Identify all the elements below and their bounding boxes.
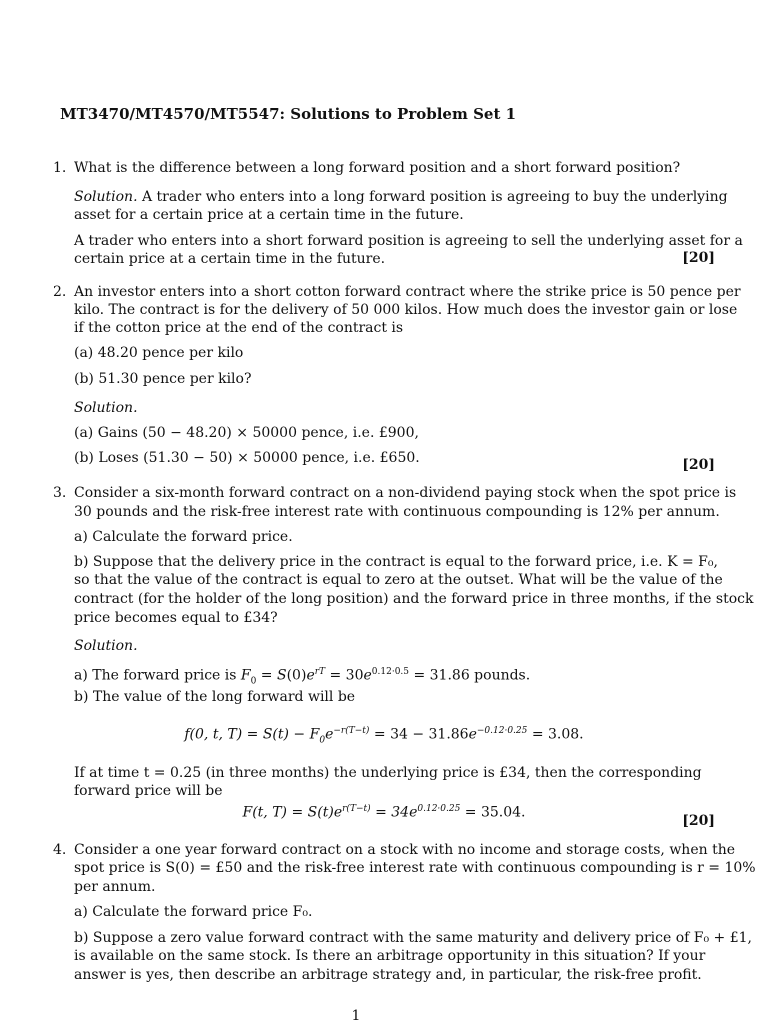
question-2-marks: [20] — [682, 457, 715, 473]
question-3-part-b: contract (for the holder of the long position) and the forward price in three months, if the stock — [74, 591, 754, 607]
question-4-part-b: is available on the same stock. Is there an arbitrage opportunity in this situation? If your — [74, 948, 706, 964]
question-3-number: 3. — [53, 485, 67, 501]
document-title: MT3470/MT4570/MT5547: Solutions to Problem Set 1 — [60, 105, 517, 123]
question-2-solution-b: (b) Loses (51.30 − 50) × 50000 pence, i.e. £650. — [74, 450, 420, 466]
question-4-text: per annum. — [74, 879, 156, 895]
question-2-option-a: (a) 48.20 pence per kilo — [74, 345, 244, 361]
solution-label: Solution. — [74, 638, 138, 654]
question-4-number: 4. — [53, 842, 67, 858]
question-3-part-b: so that the value of the contract is equal to zero at the outset. What will be the value of the — [74, 572, 723, 588]
question-3-text: Consider a six-month forward contract on a non-dividend paying stock when the spot price is — [74, 485, 737, 501]
question-3-solution-text: forward price will be — [74, 783, 223, 799]
question-2-number: 2. — [53, 284, 67, 300]
question-2-solution-a: (a) Gains (50 − 48.20) × 50000 pence, i.e. £900, — [74, 425, 419, 441]
question-3-solution-b: b) The value of the long forward will be — [74, 689, 356, 705]
question-3-solution-a: a) The forward price is $F_0 = S(0)e^{rT} = 30e^{0.12\cdot 0.5} = 31.86$ pounds. — [74, 667, 531, 687]
question-2-option-b: (b) 51.30 pence per kilo? — [74, 371, 252, 387]
question-1-solution-text: A trader who enters into a short forward position is agreeing to sell the underlying asset for a — [74, 233, 743, 249]
equation-long-forward-value: f(0, t, $T) = S(t) - F_0e^{-r(T-t)} = 34 - 31.86e^{-0.12\cdot 0.25} = 3.08$. — [184, 726, 584, 746]
question-1-solution-text: certain price at a certain time in the future. — [74, 251, 386, 267]
equation-forward-price: F(t, $T) = S(t)e^{r(T-t)} = 34e^{0.12\cdot 0.25} = 35.04$. — [242, 804, 526, 821]
question-3-text: 30 pounds and the risk-free interest rate with continuous compounding is 12% per annum. — [74, 504, 720, 520]
question-1-marks: [20] — [682, 250, 715, 266]
question-3-marks: [20] — [682, 813, 715, 829]
question-3-part-a: a) Calculate the forward price. — [74, 529, 293, 545]
question-4-part-a: a) Calculate the forward price F₀. — [74, 904, 313, 920]
question-3-part-b: price becomes equal to £34? — [74, 610, 278, 626]
question-4-part-b: answer is yes, then describe an arbitrage strategy and, in particular, the risk-free profit. — [74, 967, 702, 983]
question-4-text: spot price is S(0) = £50 and the risk-free interest rate with continuous compounding is r = 10% — [74, 860, 756, 876]
question-2-text: An investor enters into a short cotton forward contract where the strike price is 50 pence per — [74, 284, 741, 300]
solution-label: Solution. — [74, 189, 138, 205]
question-2-text: if the cotton price at the end of the contract is — [74, 320, 404, 336]
question-4-part-b: b) Suppose a zero value forward contract with the same maturity and delivery price of F₀ + £1, — [74, 930, 752, 946]
question-2-text: kilo. The contract is for the delivery of 50 000 kilos. How much does the investor gain or lose — [74, 302, 738, 318]
question-4-text: Consider a one year forward contract on a stock with no income and storage costs, when the — [74, 842, 736, 858]
question-1-solution-line: Solution. A trader who enters into a long forward position is agreeing to buy the underlying — [74, 189, 728, 205]
page-number: 1 — [351, 1008, 361, 1024]
question-1-solution-text: asset for a certain price at a certain time in the future. — [74, 207, 464, 223]
solution-label: Solution. — [74, 400, 138, 416]
question-3-part-b: b) Suppose that the delivery price in the contract is equal to the forward price, i.e. K = F₀, — [74, 554, 718, 570]
question-1-text: What is the difference between a long forward position and a short forward position? — [74, 160, 681, 176]
question-1-number: 1. — [53, 160, 67, 176]
question-3-solution-text: If at time t = 0.25 (in three months) the underlying price is £34, then the corresponding — [74, 765, 702, 781]
